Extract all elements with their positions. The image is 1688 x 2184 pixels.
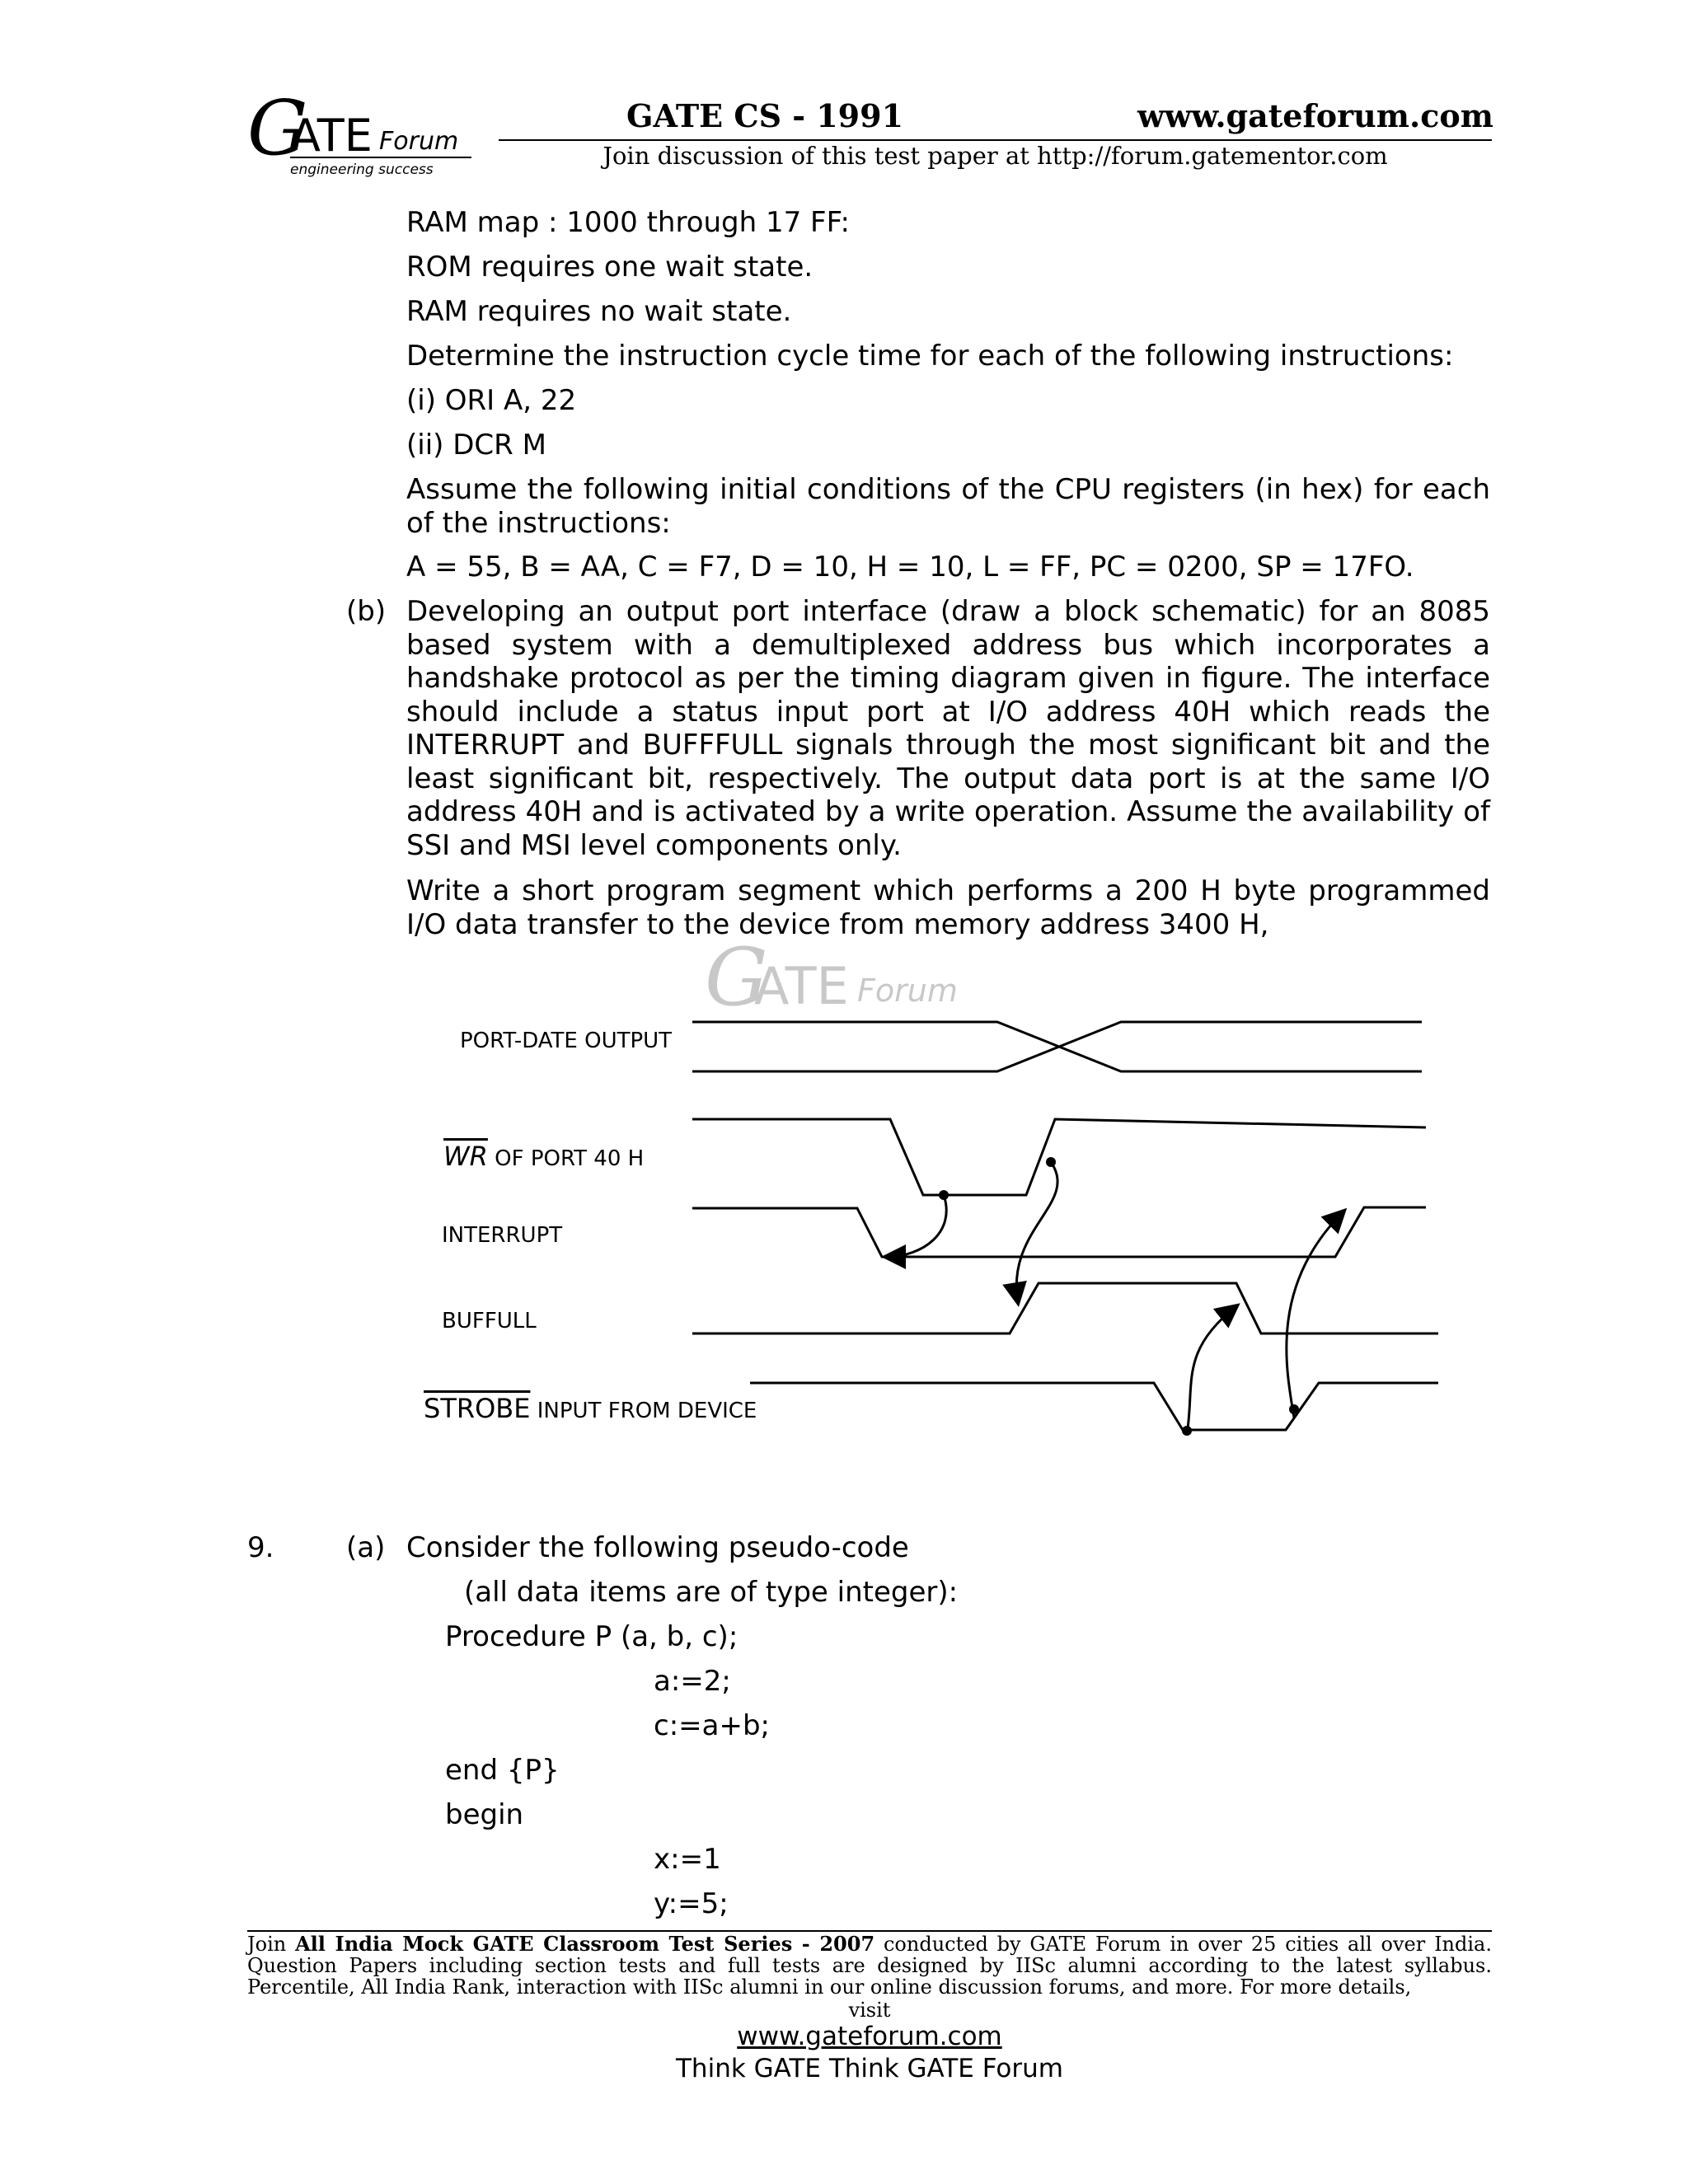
label-strobe-suffix: INPUT FROM DEVICE: [530, 1399, 757, 1423]
label-buffull: BUFFULL: [442, 1309, 537, 1333]
part-b-paragraph-2: Write a short program segment which performs a 200 H byte programmed I/O data transfer to the device from memory address 3400 H,: [406, 874, 1490, 941]
interrupt-waveform: [692, 1207, 1426, 1257]
footer-visit: visit: [848, 1999, 891, 2022]
label-wr-signal: $\overline{WR}$: [443, 1141, 488, 1172]
code-line: y:=5;: [654, 1887, 729, 1920]
text-line: A = 55, B = AA, C = F7, D = 10, H = 10, L = FF, PC = 0200, SP = 17FO.: [406, 551, 1414, 583]
watermark-ate: ATE: [754, 956, 849, 1016]
logo-underline: [290, 157, 471, 158]
text-line: ROM requires one wait state.: [406, 251, 814, 284]
text-line: RAM map : 1000 through 17 FF:: [406, 206, 850, 239]
label-interrupt: INTERRUPT: [442, 1223, 563, 1248]
code-line: begin: [445, 1798, 524, 1831]
footer-slogan: Think GATE Think GATE Forum: [676, 2054, 1063, 2083]
code-line: a:=2;: [654, 1665, 731, 1698]
question-part: (a): [346, 1531, 386, 1564]
timing-waveforms: [412, 940, 1459, 1451]
label-wr-suffix: OF PORT 40 H: [487, 1146, 645, 1171]
arrow-strobe-to-buffull: [1187, 1306, 1236, 1434]
text-line: RAM requires no wait state.: [406, 295, 792, 328]
header-divider: [499, 139, 1492, 141]
buffull-waveform: [692, 1283, 1438, 1333]
marker-dot: [1289, 1404, 1299, 1414]
marker-dot: [939, 1190, 949, 1200]
footer-rest: conducted by GATE Forum in over 25 cities all over India. Question Papers including section tests and full tests are designed by IISc alumni according to the latest syllabus. Percentile, All India Rank, interaction with IISc alumni in our online discussion forums, and more. For more details,: [247, 1933, 1492, 1999]
watermark-forum: Forum: [857, 972, 958, 1009]
port-data-waveform-bottom: [692, 1022, 1422, 1071]
question-intro-2: (all data items are of type integer):: [464, 1576, 959, 1609]
code-line: Procedure P (a, b, c);: [445, 1620, 738, 1653]
timing-diagram: [412, 931, 1459, 1451]
code-line: x:=1: [654, 1843, 721, 1876]
marker-dot: [1046, 1157, 1056, 1167]
text-paragraph: Assume the following initial conditions of the CPU registers (in hex) for each of the instructions:: [406, 473, 1490, 540]
text-line: Determine the instruction cycle time for each of the following instructions:: [406, 340, 1454, 373]
label-strobe-signal: STROBE: [424, 1393, 531, 1424]
part-b-label: (b): [346, 595, 387, 628]
wr-waveform: [692, 1119, 1426, 1195]
arrow-wr-to-interrupt: [886, 1195, 946, 1257]
text-line: (ii) DCR M: [406, 429, 546, 462]
code-line: end {P}: [445, 1754, 560, 1787]
code-line: c:=a+b;: [654, 1709, 770, 1742]
header-subtitle: Join discussion of this test paper at http://forum.gatementor.com: [603, 142, 1388, 170]
part-b-paragraph: Developing an output port interface (draw a block schematic) for an 8085 based system with a demultiplexed address bus which incorporates a handshake protocol as per the timing diagram given in figure. The interface should include a status input port at I/O address 40H which reads the INTERRUPT and BUFFFULL signals through the most significant bit and the least significant bit, respectively. The output data port is at the same I/O address 40H and is activated by a write operation. Assume the availability of SSI and MSI level components only.: [406, 595, 1490, 862]
page-title: GATE CS - 1991: [626, 97, 904, 134]
gate-forum-logo: [247, 84, 486, 181]
question-number: 9.: [247, 1531, 274, 1564]
footer-bold: All India Mock GATE Classroom Test Series - 2007: [295, 1932, 875, 1956]
text-line: (i) ORI A, 22: [406, 384, 577, 417]
question-intro: Consider the following pseudo-code: [406, 1531, 909, 1564]
logo-letter: G: [247, 84, 308, 172]
footer-link[interactable]: www.gateforum.com: [737, 2022, 1002, 2051]
header-site-link[interactable]: www.gateforum.com: [1137, 97, 1493, 134]
strobe-waveform: [750, 1383, 1438, 1430]
label-port-data-output: PORT-DATE OUTPUT: [460, 1029, 673, 1053]
footer-join: Join: [247, 1933, 296, 1956]
marker-dot: [1182, 1426, 1192, 1436]
arrow-wr-to-buffull: [1016, 1162, 1057, 1302]
logo-ate: ATE: [290, 110, 373, 162]
footer-promo-text: [247, 1933, 1492, 1998]
logo-tagline: engineering success: [290, 162, 434, 178]
logo-forum: Forum: [379, 127, 459, 156]
watermark-g: G: [705, 931, 768, 1024]
